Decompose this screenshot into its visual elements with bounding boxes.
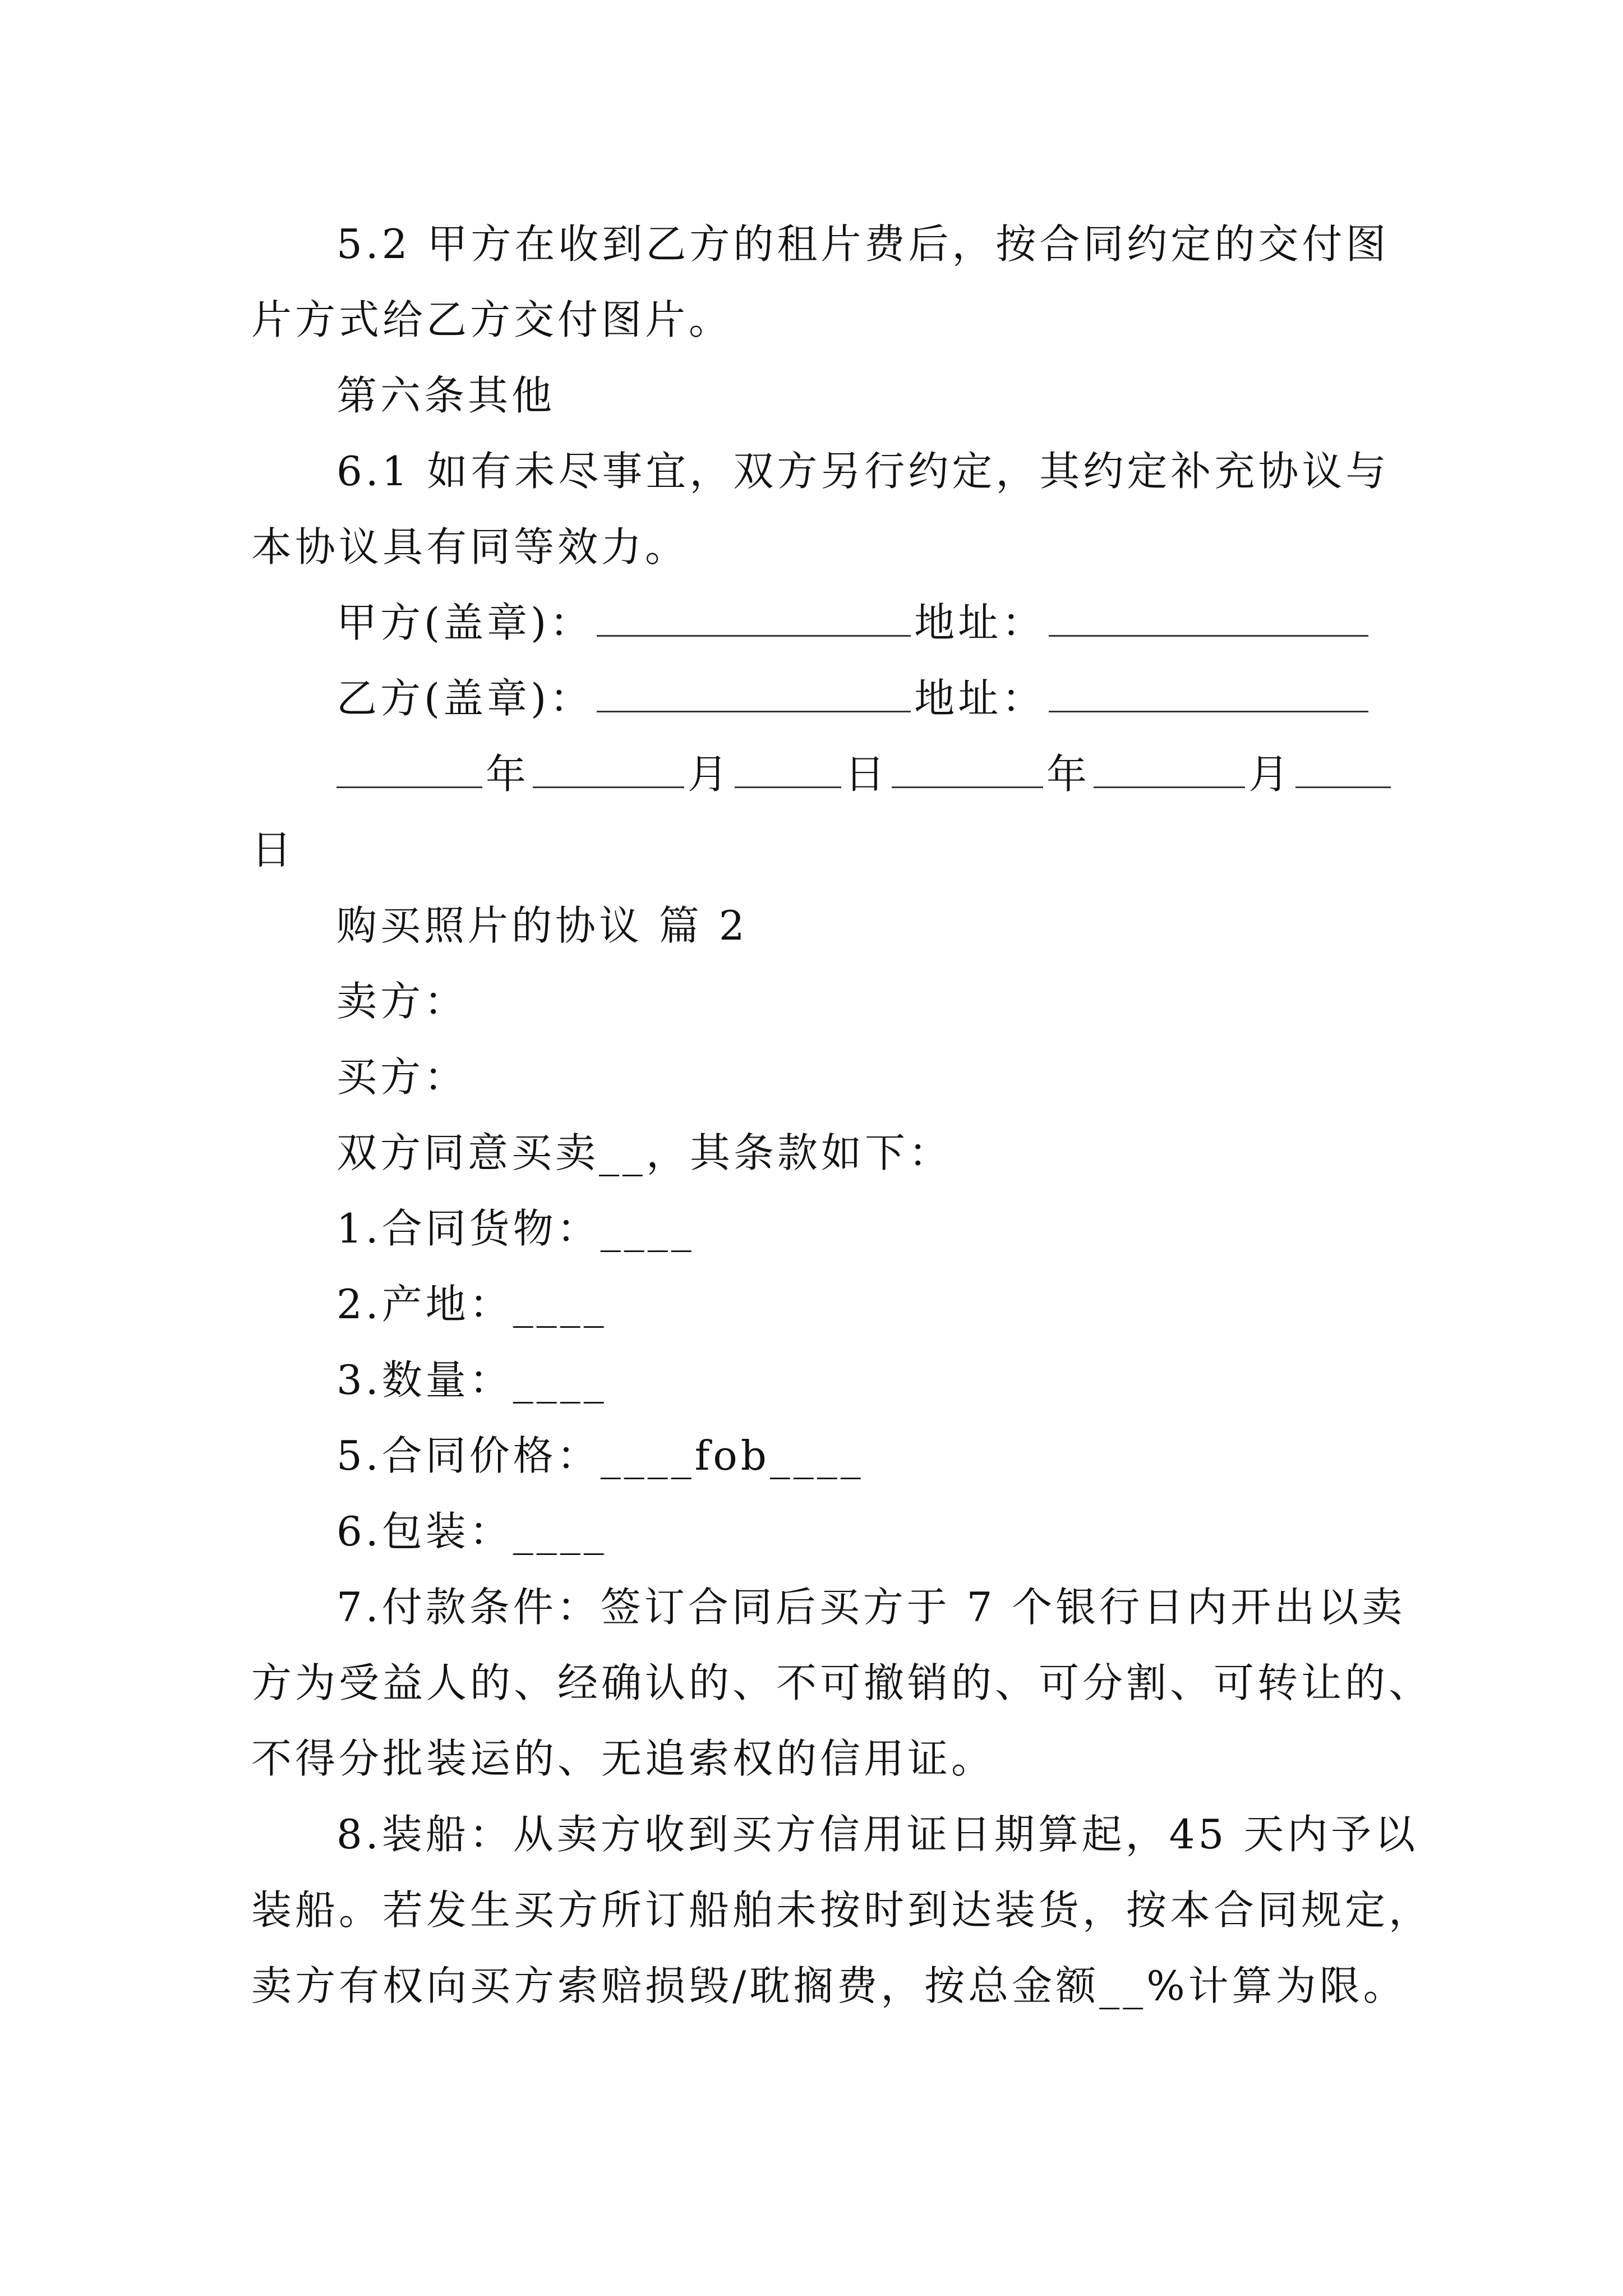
date-b-month-blank[interactable] — [1094, 749, 1245, 788]
date-a-day-blank[interactable] — [735, 749, 841, 788]
party-a-address-blank[interactable] — [1049, 598, 1368, 637]
date-a-month-blank[interactable] — [533, 749, 684, 788]
date-b-month-label: 月 — [1248, 751, 1293, 798]
item-payment-line-3: 不得分批装运的、无追索权的信用证。 — [251, 1735, 995, 1782]
party-a-signature-line — [336, 597, 1372, 648]
item-origin: 2.产地：____ — [336, 1281, 607, 1328]
date-a-day-label: 日 — [845, 751, 889, 798]
item-payment-line-1: 7.付款条件：签订合同后买方于 7 个银行日内开出以卖 — [336, 1584, 1406, 1631]
section-6-heading: 第六条其他 — [336, 372, 556, 419]
item-payment-line-2: 方为受益人的、经确认的、不可撤销的、可分割、可转让的、 — [251, 1659, 1433, 1706]
date-line-day-wrap: 日 — [251, 826, 296, 873]
paragraph-6-1-line-1: 6.1 如有未尽事宜，双方另行约定，其约定补充协议与 — [336, 448, 1390, 495]
item-shipment-line-3: 卖方有权向买方索赔损毁/耽搁费，按总金额__%计算为限。 — [251, 1962, 1407, 2009]
item-packing: 6.包装：____ — [336, 1508, 607, 1555]
seller-line: 卖方： — [336, 978, 468, 1025]
section-title-part-2: 购买照片的协议 篇 2 — [336, 902, 748, 949]
date-b-year-label: 年 — [1046, 751, 1091, 798]
date-a-month-label: 月 — [688, 751, 732, 798]
paragraph-5-2-line-2: 片方式给乙方交付图片。 — [251, 296, 733, 343]
party-b-seal-blank[interactable] — [597, 674, 911, 712]
agreement-intro: 双方同意买卖__，其条款如下： — [336, 1129, 953, 1176]
date-line — [336, 749, 1394, 799]
party-b-signature-line — [336, 673, 1372, 724]
party-b-address-label: 地址： — [914, 675, 1046, 722]
paragraph-5-2-line-1: 5.2 甲方在收到乙方的租片费后，按合同约定的交付图 — [336, 220, 1390, 268]
item-price: 5.合同价格：____fob____ — [336, 1432, 864, 1479]
party-b-label: 乙方(盖章)： — [336, 675, 594, 722]
item-shipment-line-1: 8.装船：从卖方收到买方信用证日期算起，45 天内予以 — [336, 1811, 1419, 1858]
item-goods: 1.合同货物：____ — [336, 1205, 695, 1252]
party-b-address-blank[interactable] — [1049, 674, 1368, 712]
date-b-year-blank[interactable] — [892, 749, 1043, 788]
date-a-year-blank[interactable] — [336, 749, 482, 788]
item-quantity: 3.数量：____ — [336, 1356, 607, 1404]
paragraph-6-1-line-2: 本协议具有同等效力。 — [251, 523, 689, 570]
party-a-seal-blank[interactable] — [597, 598, 911, 637]
party-a-label: 甲方(盖章)： — [336, 599, 594, 646]
date-b-day-blank[interactable] — [1295, 749, 1391, 788]
date-a-year-label: 年 — [486, 751, 530, 798]
party-a-address-label: 地址： — [914, 599, 1046, 646]
item-shipment-line-2: 装船。若发生买方所订船舶未按时到达装货，按本合同规定， — [251, 1887, 1433, 1934]
buyer-line: 买方： — [336, 1053, 468, 1101]
